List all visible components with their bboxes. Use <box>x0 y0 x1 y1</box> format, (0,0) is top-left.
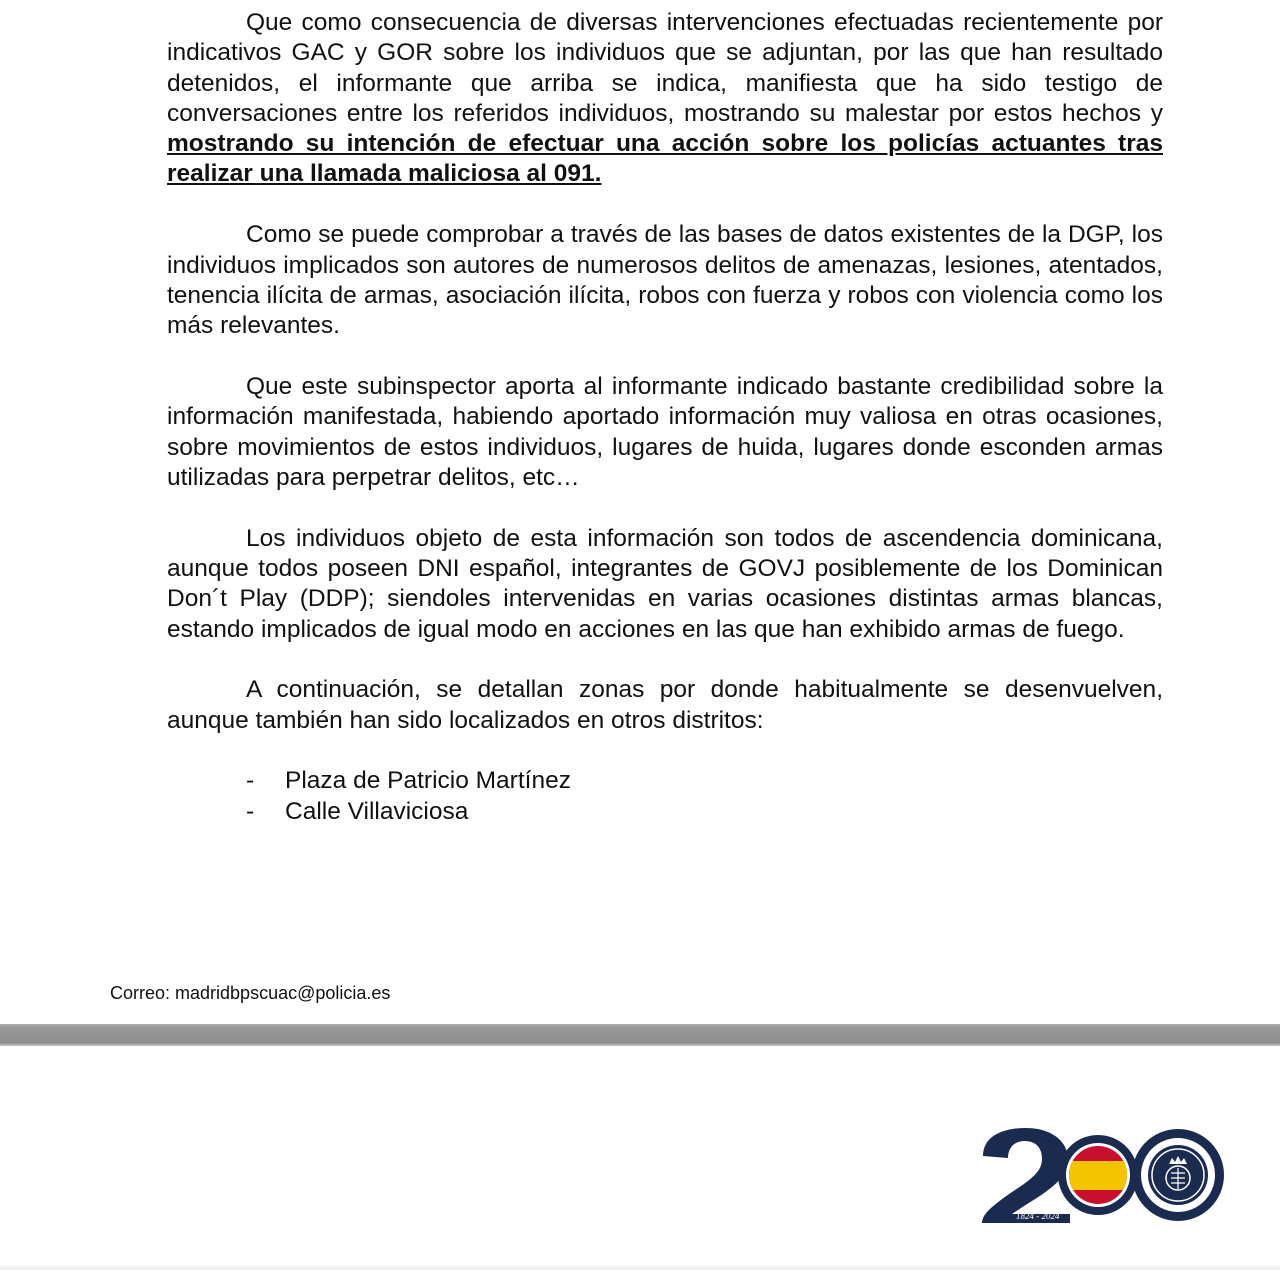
paragraph-2: Como se puede comprobar a través de las bases de datos existentes de la DGP, los individuos implicados son autores de numerosos delitos de amenazas, lesiones, atentados, tenencia ilícita de armas, asociación ilícita, robos con fuerza y robos con violencia como los más relevantes. <box>167 221 1163 340</box>
list-item <box>167 797 1163 827</box>
document-body <box>167 8 1163 827</box>
locations-list <box>167 766 1163 827</box>
list-item <box>167 766 1163 796</box>
paragraph-1-text: Que como consecuencia de diversas intervenciones efectuadas recientemente por indicativos GAC y GOR sobre los individuos que se adjuntan, por las que han resultado detenidos, el informante que arriba se indica, manifiesta que ha sido testigo de conversaciones entre los referidos individuos, mostrando su malestar por estos hechos y <box>167 9 1163 127</box>
paragraph-1-emphasis: mostrando su intención de efectuar una acción sobre los policías actuantes tras realizar una llamada maliciosa al 091. <box>167 130 1163 188</box>
footer-divider-band <box>0 1024 1280 1046</box>
logo-digit-two <box>982 1128 1070 1223</box>
bicentenary-logo <box>978 1126 1228 1224</box>
list-marker: - <box>246 767 255 795</box>
list-marker: - <box>246 797 255 825</box>
list-item-text: Calle Villaviciosa <box>285 797 469 825</box>
footer-email: Correo: madridbpscuac@policia.es <box>110 983 391 1003</box>
page-bottom-edge <box>0 1266 1280 1270</box>
logo-years: 1824 - 2024 <box>1016 1211 1060 1221</box>
paragraph-1 <box>167 8 1163 190</box>
paragraph-5: A continuación, se detallan zonas por donde habitualmente se desenvuelven, aunque también han sido localizados en otros distritos: <box>167 676 1163 734</box>
paragraph-4: Los individuos objeto de esta información son todos de ascendencia dominicana, aunque todos poseen DNI español, integrantes de GOVJ posiblemente de los Dominican Don´t Play (DDP); siendoles intervenidas en varias ocasiones distintas armas blancas, estando implicados de igual modo en acciones en las que han exhibido armas de fuego. <box>167 524 1163 643</box>
paragraph-3: Que este subinspector aporta al informante indicado bastante credibilidad sobre la información manifestada, habiendo aportado información muy valiosa en otras ocasiones, sobre movimientos de estos individuos, lugares de huida, lugares donde esconden armas utilizadas para perpetrar delitos, etc… <box>167 372 1163 491</box>
list-item-text: Plaza de Patricio Martínez <box>285 767 571 795</box>
